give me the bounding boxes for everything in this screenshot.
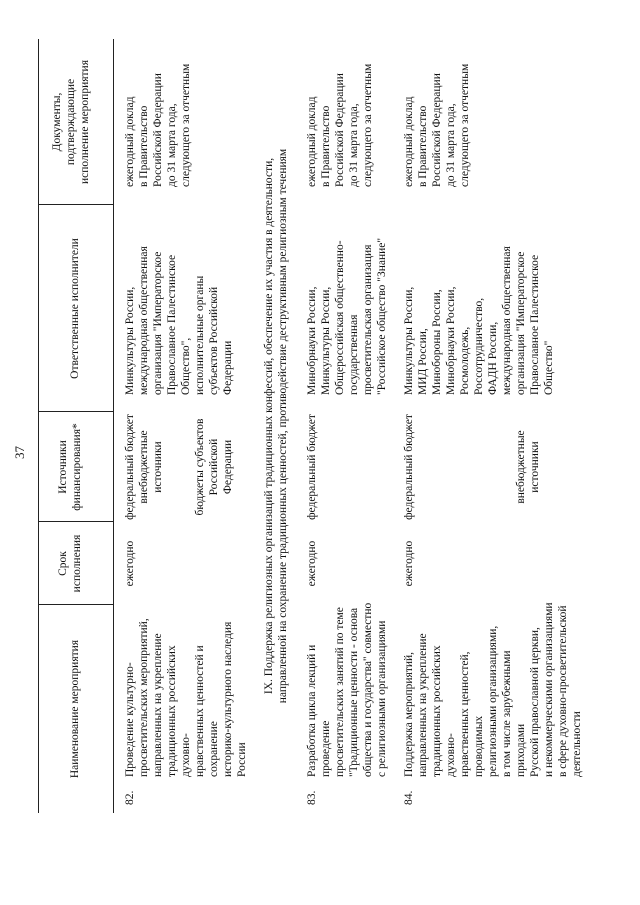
row-83-funding: федеральный бюджет bbox=[306, 414, 318, 520]
row-83-documents: ежегодный доклад в Правительство Российской Федерации до 31 марта года, следующего за отчетным bbox=[306, 63, 375, 187]
section-heading: IX. Поддержка религиозных организаций традиционных конфессий, обеспечение их участия в деятельности, направленной на сохранение традиционных ценностей, противодействие деструктивным религиозным течениям bbox=[263, 148, 290, 704]
row-84-term: ежегодно bbox=[403, 540, 415, 587]
header-funding: Источники финансирования* bbox=[57, 423, 84, 511]
row-82-term: ежегодно bbox=[124, 540, 136, 587]
header-term: Срок исполнения bbox=[57, 534, 84, 593]
row-83-name: Разработка цикла лекций и проведение просветительских занятий по теме "Традиционные ценности - основа общества и государства" совместно с религиозными организациями bbox=[306, 602, 389, 777]
row-82-name: Проведение культурно- просветительских мероприятий, направленных на укрепление традиционных российских духовно- нравственных ценностей и сохранение историко-культурного наследия России bbox=[124, 618, 249, 777]
table-top-rule bbox=[38, 39, 39, 813]
row-84-documents: ежегодный доклад в Правительство Российской Федерации до 31 марта года, следующего за отчетным bbox=[403, 63, 472, 187]
row-83-executors: Минобрнауки России, Минкультуры России, Общероссийская общественно- государственная просветительская организация "Российское общество "Знание" bbox=[306, 237, 389, 395]
row-82-number: 82. bbox=[124, 790, 136, 805]
row-83-number: 83. bbox=[306, 790, 318, 805]
row-82-documents: ежегодный доклад в Правительство Российской Федерации до 31 марта года, следующего за отчетным bbox=[124, 63, 193, 187]
row-84-number: 84. bbox=[403, 790, 415, 805]
header-executors: Ответственные исполнители bbox=[69, 238, 81, 379]
row-82-funding: федеральный бюджет внебюджетные источники бюджеты субъектов Российской Федерации bbox=[124, 414, 235, 520]
row-83-term: ежегодно bbox=[306, 540, 318, 587]
row-84-executors: Минкультуры России, МИД России, Минобороны России, Минобрнауки России, Росмолодежь, Россотрудничество, ФАДН России, международная общественная организация "Императорское Православное Палестинское Общество" bbox=[403, 246, 556, 395]
table-header-rule bbox=[113, 39, 114, 813]
header-documents: Документы, подтверждающие исполнение мероприятия bbox=[51, 60, 92, 184]
row-84-funding: федеральный бюджет внебюджетные источники bbox=[403, 414, 542, 520]
row-82-executors: Минкультуры России, международная общественная организация "Императорское Православное Палестинское Общество", исполнительные органы субъектов Российской Федерации bbox=[124, 246, 235, 395]
row-84-name: Поддержка мероприятий, направленных на укрепление традиционных российских духовно- нравственных ценностей, проводимых религиозными организациями, в том числе зарубежными приходами Русской православной церкви, и некоммерческими организациями в сфере духовно-просветительской деятельности bbox=[403, 602, 584, 777]
header-name: Наименование мероприятия bbox=[69, 639, 81, 779]
page-number: 37 bbox=[12, 446, 27, 459]
